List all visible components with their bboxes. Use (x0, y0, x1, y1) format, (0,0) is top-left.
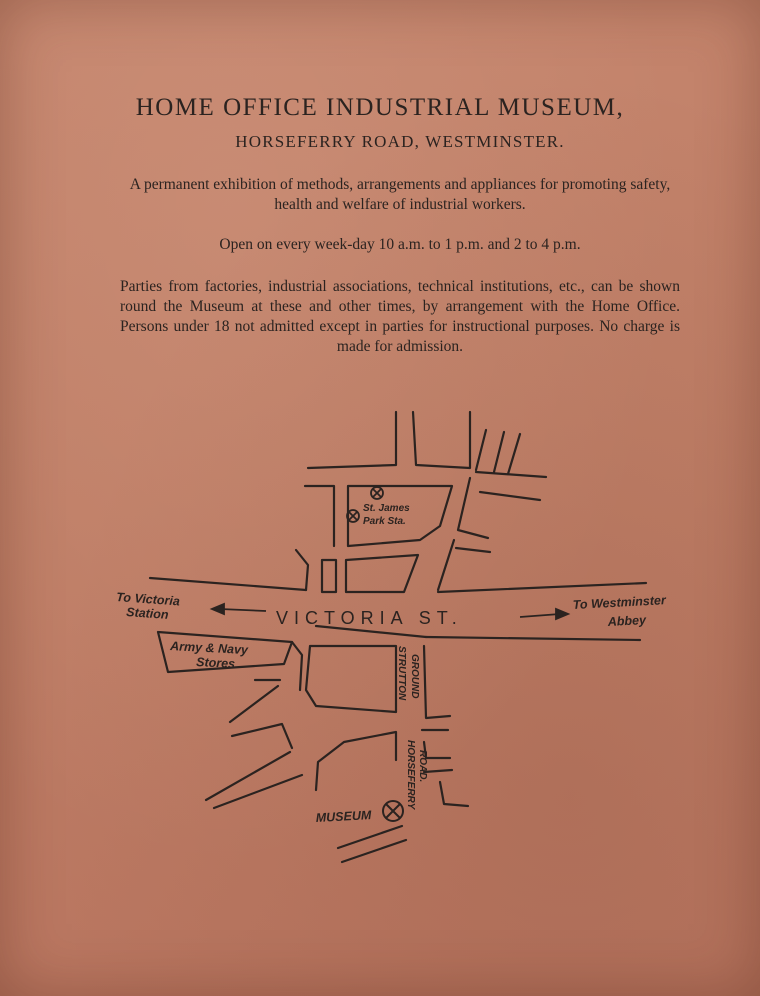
st-james-label-line1: St. James (363, 503, 410, 514)
to-westminster-label-line1: To Westminster (572, 593, 667, 612)
horseferry-road-label-line1: HORSEFERRY (405, 740, 416, 810)
map-streets (150, 412, 646, 862)
strutton-ground-label-line1: STRUTTON (396, 646, 407, 701)
strutton-ground-label-line2: GROUND (409, 654, 420, 699)
arrow-right-icon (520, 609, 568, 619)
horseferry-road-label-line2: ROAD. (417, 750, 428, 783)
circled-x-icon (383, 801, 403, 821)
museum-marker (383, 801, 403, 821)
parties-paragraph: Parties from factories, industrial associations, technical institutions, etc., can be shown round the Museum at these and other times, by arrangement with the Home Office. Persons under 18 not admitted except in parties for instructional purposes. No charge is made for admission. (120, 278, 680, 355)
circled-x-icon (371, 487, 383, 499)
opening-hours-paragraph: Open on every week-day 10 a.m. to 1 p.m. and 2 to 4 p.m. (219, 236, 581, 253)
army-navy-label-line1: Army & Navy (169, 639, 249, 658)
to-westminster-label-line2: Abbey (607, 613, 647, 629)
description-paragraph: A permanent exhibition of methods, arrangements and appliances for promoting safety, health and welfare of industrial workers. (129, 176, 671, 213)
page-title: HOME OFFICE INDUSTRIAL MUSEUM, (135, 94, 625, 121)
army-navy-label-line2: Stores (195, 655, 236, 672)
st-james-label-line2: Park Sta. (363, 516, 406, 527)
victoria-street-label: VICTORIA ST. (276, 608, 463, 628)
arrow-left-icon (212, 604, 266, 614)
page-subtitle: HORSEFERRY ROAD, WESTMINSTER. (235, 132, 565, 151)
to-victoria-label-line1: To Victoria (115, 590, 181, 609)
to-victoria-label-line2: Station (125, 605, 170, 622)
museum-label: MUSEUM (315, 808, 372, 825)
